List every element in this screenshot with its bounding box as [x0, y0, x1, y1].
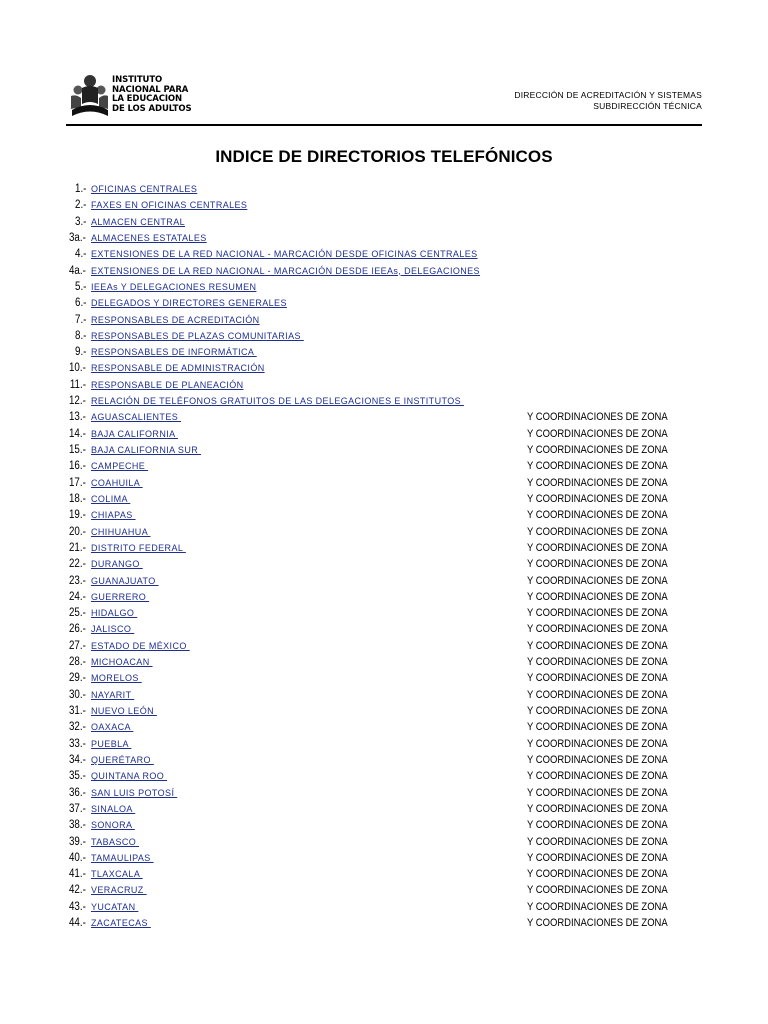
directory-entry	[0, 377, 768, 393]
directory-entry	[0, 768, 768, 784]
entry-number: 37.-	[69, 802, 86, 815]
directory-link[interactable]: COAHUILA	[91, 477, 143, 488]
zone-coordination-label: Y COORDINACIONES DE ZONA	[527, 525, 668, 538]
entry-number: 8.-	[74, 329, 86, 342]
directory-entry	[0, 670, 768, 686]
zone-coordination-label: Y COORDINACIONES DE ZONA	[527, 819, 668, 832]
directory-entry	[0, 197, 768, 213]
department-name: DIRECCIÓN DE ACREDITACIÓN Y SISTEMAS	[514, 90, 702, 100]
entry-number: 41.-	[69, 868, 86, 881]
zone-coordination-label: Y COORDINACIONES DE ZONA	[527, 672, 668, 685]
institute-logo	[68, 74, 192, 118]
zone-coordination-label: Y COORDINACIONES DE ZONA	[527, 476, 668, 489]
entry-number: 6.-	[74, 297, 86, 310]
zone-coordination-label: Y COORDINACIONES DE ZONA	[527, 835, 668, 848]
zone-coordination-label: Y COORDINACIONES DE ZONA	[527, 851, 668, 864]
department-header	[514, 90, 702, 112]
entry-number: 5.-	[74, 280, 86, 293]
zone-coordination-label: Y COORDINACIONES DE ZONA	[527, 917, 668, 930]
entry-number: 15.-	[69, 444, 86, 456]
directory-entry	[0, 899, 768, 915]
directory-link[interactable]: TLAXCALA	[91, 869, 143, 880]
zone-coordination-label: Y COORDINACIONES DE ZONA	[527, 656, 668, 669]
directory-entry	[0, 621, 768, 637]
zone-coordination-label: Y COORDINACIONES DE ZONA	[527, 574, 668, 587]
directory-link[interactable]: VERACRUZ	[91, 885, 147, 896]
directory-entry	[0, 654, 768, 670]
entry-number: 38.-	[69, 819, 86, 832]
entry-number: 1.-	[74, 183, 86, 195]
directory-entry	[0, 817, 768, 833]
logo-line: DE LOS ADULTOS	[112, 103, 192, 114]
entry-number: 33.-	[69, 737, 86, 750]
directory-entry	[0, 328, 768, 344]
entry-number: 23.-	[69, 574, 86, 587]
directory-link[interactable]: PUEBLA	[91, 738, 132, 749]
entry-number: 27.-	[69, 639, 86, 652]
entry-number: 7.-	[74, 313, 86, 326]
entry-number: 2.-	[74, 199, 86, 212]
directory-entry	[0, 524, 768, 540]
directory-link[interactable]: TABASCO	[91, 836, 140, 847]
entry-number: 17.-	[69, 476, 86, 489]
directory-entry	[0, 442, 768, 458]
directory-entry	[0, 556, 768, 572]
directory-entry	[0, 719, 768, 735]
directory-link[interactable]: RELACIÓN DE TELÉFONOS GRATUITOS DE LAS DELEGACIONES E INSTITUTOS	[91, 396, 464, 407]
zone-coordination-label: Y COORDINACIONES DE ZONA	[527, 558, 668, 571]
directory-entry	[0, 752, 768, 768]
directory-link[interactable]: CHIAPAS	[91, 510, 136, 521]
directory-link[interactable]: SONORA	[91, 820, 135, 831]
zone-coordination-label: Y COORDINACIONES DE ZONA	[527, 541, 668, 554]
directory-link[interactable]: AGUASCALIENTES	[91, 412, 182, 423]
directory-entry	[0, 312, 768, 328]
directory-entry	[0, 507, 768, 523]
zone-coordination-label: Y COORDINACIONES DE ZONA	[527, 623, 668, 636]
directory-link[interactable]: ESTADO DE MÉXICO	[91, 640, 190, 651]
directory-link[interactable]: DISTRITO FEDERAL	[91, 542, 186, 553]
page-title: INDICE DE DIRECTORIOS TELEFÓNICOS	[215, 147, 553, 166]
zone-coordination-label: Y COORDINACIONES DE ZONA	[527, 427, 668, 440]
directory-link[interactable]: ZACATECAS	[91, 918, 151, 929]
directory-link[interactable]: OAXACA	[91, 722, 134, 733]
entry-number: 10.-	[69, 362, 86, 375]
directory-entry	[0, 801, 768, 817]
entry-number: 44.-	[69, 917, 86, 930]
directory-entry	[0, 393, 768, 409]
zone-coordination-label: Y COORDINACIONES DE ZONA	[527, 411, 668, 424]
directory-entry	[0, 458, 768, 474]
directory-link[interactable]: DURANGO	[91, 559, 143, 570]
directory-link[interactable]: EXTENSIONES DE LA RED NACIONAL - MARCACIÓN DESDE OFICINAS CENTRALES	[91, 249, 478, 260]
zone-coordination-label: Y COORDINACIONES DE ZONA	[527, 444, 668, 456]
directory-entry	[0, 882, 768, 898]
zone-coordination-label: Y COORDINACIONES DE ZONA	[527, 770, 668, 783]
directory-link[interactable]: NUEVO LEÓN	[91, 706, 157, 716]
zone-coordination-label: Y COORDINACIONES DE ZONA	[527, 737, 668, 750]
entry-number: 43.-	[69, 900, 86, 913]
directory-link[interactable]: GUERRERO	[91, 591, 150, 602]
directory-link[interactable]: RESPONSABLE DE PLANEACIÓN	[91, 379, 244, 390]
directory-entry	[0, 230, 768, 246]
entry-number: 31.-	[69, 705, 86, 717]
entry-number: 21.-	[69, 541, 86, 554]
directory-entry	[0, 703, 768, 719]
directory-entry	[0, 263, 768, 279]
directory-link[interactable]: EXTENSIONES DE LA RED NACIONAL - MARCACIÓN DESDE IEEAs, DELEGACIONES	[91, 265, 480, 276]
directory-link[interactable]: BAJA CALIFORNIA	[91, 428, 178, 439]
entry-number: 24.-	[69, 590, 86, 603]
directory-link[interactable]: RESPONSABLE DE ADMINISTRACIÓN	[91, 363, 265, 374]
entry-number: 42.-	[69, 884, 86, 897]
logo-line: NACIONAL PARA	[112, 84, 189, 95]
zone-coordination-label: Y COORDINACIONES DE ZONA	[527, 639, 668, 652]
directory-link[interactable]: ALMACEN CENTRAL	[91, 216, 186, 227]
directory-entry	[0, 866, 768, 882]
entry-number: 11.-	[69, 378, 86, 391]
directory-link[interactable]: QUERÉTARO	[91, 754, 154, 765]
directory-entry	[0, 687, 768, 703]
directory-entry	[0, 426, 768, 442]
directory-link[interactable]: ALMACENES ESTATALES	[91, 232, 207, 243]
entry-number: 12.-	[69, 395, 86, 408]
directory-link[interactable]: RESPONSABLES DE INFORMÁTICA	[91, 347, 257, 358]
entry-number: 18.-	[69, 492, 86, 505]
directory-entry	[0, 181, 768, 197]
directory-link[interactable]: YUCATAN	[91, 901, 139, 912]
entry-number: 22.-	[69, 558, 86, 571]
directory-link[interactable]: CAMPECHE	[91, 461, 149, 472]
zone-coordination-label: Y COORDINACIONES DE ZONA	[527, 900, 668, 913]
directory-link[interactable]: NAYARIT	[91, 689, 135, 700]
directory-link[interactable]: GUANAJUATO	[91, 575, 159, 586]
directory-entry	[0, 279, 768, 295]
directory-link[interactable]: QUINTANA ROO	[91, 771, 168, 782]
logo-line: INSTITUTO	[112, 75, 163, 85]
zone-coordination-label: Y COORDINACIONES DE ZONA	[527, 786, 668, 799]
directory-entry	[0, 295, 768, 311]
directory-link[interactable]: COLIMA	[91, 493, 131, 504]
directory-link[interactable]: RESPONSABLES DE ACREDITACIÓN	[91, 314, 260, 325]
zone-coordination-label: Y COORDINACIONES DE ZONA	[527, 802, 668, 815]
zone-coordination-label: Y COORDINACIONES DE ZONA	[527, 721, 668, 734]
entry-number: 20.-	[69, 525, 86, 538]
entry-number: 40.-	[69, 851, 86, 864]
directory-link[interactable]: JALISCO	[91, 624, 135, 635]
directory-link[interactable]: SAN LUIS POTOSÍ	[91, 787, 178, 798]
directory-entry	[0, 475, 768, 491]
entry-number: 25.-	[69, 607, 86, 620]
directory-entry	[0, 915, 768, 931]
logo-text	[112, 76, 192, 114]
directory-link[interactable]: BAJA CALIFORNIA SUR	[91, 445, 202, 455]
zone-coordination-label: Y COORDINACIONES DE ZONA	[527, 607, 668, 620]
entry-number: 35.-	[69, 770, 86, 783]
entry-number: 13.-	[69, 411, 86, 424]
directory-entry	[0, 573, 768, 589]
directory-link[interactable]: OFICINAS CENTRALES	[91, 184, 198, 194]
directory-link[interactable]: FAXES EN OFICINAS CENTRALES	[91, 200, 248, 211]
directory-entry	[0, 246, 768, 262]
directory-link[interactable]: RESPONSABLES DE PLAZAS COMUNITARIAS	[91, 330, 304, 341]
directory-link[interactable]: MICHOACAN	[91, 657, 153, 668]
directory-entry	[0, 638, 768, 654]
directory-list	[0, 181, 768, 931]
header-divider	[66, 124, 702, 126]
entry-number: 19.-	[69, 509, 86, 522]
zone-coordination-label: Y COORDINACIONES DE ZONA	[527, 590, 668, 603]
directory-link[interactable]: MORELOS	[91, 673, 142, 684]
entry-number: 14.-	[69, 427, 86, 440]
zone-coordination-label: Y COORDINACIONES DE ZONA	[527, 705, 668, 717]
directory-entry	[0, 491, 768, 507]
logo-line: LA EDUCACION	[112, 94, 183, 104]
entry-number: 16.-	[69, 460, 86, 473]
zone-coordination-label: Y COORDINACIONES DE ZONA	[527, 884, 668, 897]
entry-number: 26.-	[69, 623, 86, 636]
directory-link[interactable]: DELEGADOS Y DIRECTORES GENERALES	[91, 298, 287, 309]
entry-number: 29.-	[69, 672, 86, 685]
zone-coordination-label: Y COORDINACIONES DE ZONA	[527, 492, 668, 505]
entry-number: 9.-	[74, 346, 86, 359]
directory-entry	[0, 360, 768, 376]
directory-entry	[0, 214, 768, 230]
zone-coordination-label: Y COORDINACIONES DE ZONA	[527, 868, 668, 881]
entry-number: 4a.-	[69, 264, 86, 277]
entry-number: 32.-	[69, 721, 86, 734]
directory-link[interactable]: SINALOA	[91, 803, 136, 814]
directory-link[interactable]: CHIHUAHUA	[91, 526, 151, 537]
directory-entry	[0, 344, 768, 360]
entry-number: 3.-	[74, 215, 86, 228]
zone-coordination-label: Y COORDINACIONES DE ZONA	[527, 688, 668, 701]
entry-number: 30.-	[69, 688, 86, 701]
zone-coordination-label: Y COORDINACIONES DE ZONA	[527, 753, 668, 766]
directory-entry	[0, 785, 768, 801]
directory-entry	[0, 834, 768, 850]
directory-link[interactable]: HIDALGO	[91, 608, 138, 619]
zone-coordination-label: Y COORDINACIONES DE ZONA	[527, 509, 668, 522]
entry-number: 39.-	[69, 835, 86, 848]
subdepartment-name: SUBDIRECCIÓN TÉCNICA	[593, 101, 702, 111]
directory-entry	[0, 540, 768, 556]
zone-coordination-label: Y COORDINACIONES DE ZONA	[527, 460, 668, 473]
directory-entry	[0, 589, 768, 605]
entry-number: 34.-	[69, 753, 86, 766]
directory-link[interactable]: TAMAULIPAS	[91, 852, 154, 863]
directory-entry	[0, 605, 768, 621]
entry-number: 4.-	[74, 248, 86, 261]
directory-entry	[0, 736, 768, 752]
entry-number: 3a.-	[69, 231, 86, 244]
entry-number: 28.-	[69, 656, 86, 669]
directory-entry	[0, 850, 768, 866]
inea-logo-icon	[68, 74, 108, 118]
directory-link[interactable]: IEEAs Y DELEGACIONES RESUMEN	[91, 281, 257, 292]
directory-entry	[0, 409, 768, 425]
entry-number: 36.-	[69, 786, 86, 799]
